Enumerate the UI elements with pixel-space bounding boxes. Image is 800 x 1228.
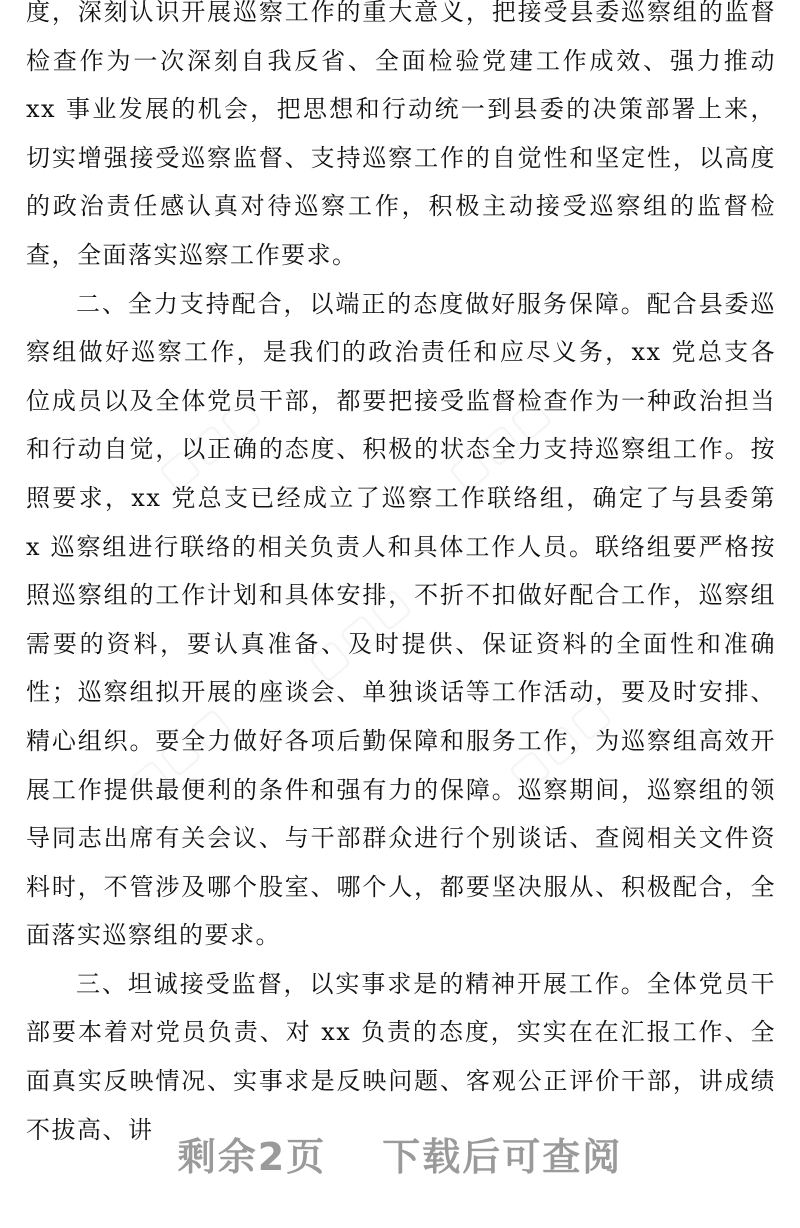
watermark-logo: ▢▢▢ <box>299 577 421 689</box>
paragraph-section-two: 二、全力支持配合，以端正的态度做好服务保障。配合县委巡察组做好巡察工作，是我们的政治责任和应尽义务，xx 党总支各位成员以及全体党员干部，都要把接受监督检查作为一种政治担当和行动自觉，以正确的态度、积极的状态全力支持巡察组工作。按照要求，xx 党总支已经成立了巡察工作联络组，确定了与县委第 x 巡察组进行联络的相关负责人和具体工作人员。联络组要严格按照巡察组的工作计划和具体安排，不折不扣做好配合工作，巡察组需要的资料，要认真准备、及时提供、保证资料的全面性和准确性；巡察组拟开展的座谈会、单独谈话等工作活动，要及时安排、精心组织。要全力做好各项后勤保障和服务工作，为巡察组高效开展工作提供最便利的条件和强有力的保障。巡察期间，巡察组的领导同志出席有关会议、与干部群众进行个别谈话、查阅相关文件资料时，不管涉及哪个股室、哪个人，都要坚决服从、积极配合，全面落实巡察组的要求。 <box>26 289 776 950</box>
remaining-pages-label: 剩余2页 <box>177 1134 327 1179</box>
download-hint-label: 下载后可查阅 <box>382 1134 623 1179</box>
paragraph-continuation: 度，深刻认识开展巡察工作的重大意义，把接受县委巡察组的监督检查作为一次深刻自我反省、全面检验党建工作成效、强力推动 xx 事业发展的机会，把思想和行动统一到县委的决策部署上来，切实增强接受巡察监督、支持巡察工作的自觉性和坚定性，以高度的政治责任感认真对待巡察工作，积极主动接受巡察组的监督检查，全面落实巡察工作要求。 <box>26 0 776 269</box>
document-body <box>26 0 776 1154</box>
paragraph-section-three: 三、坦诚接受监督，以实事求是的精神开展工作。全体党员干部要本着对党员负责、对 xx 负责的态度，实实在在汇报工作、全面真实反映情况、实事求是反映问题、客观公正评价干部，讲成绩不拔高、讲 <box>26 969 776 1144</box>
watermark-logo: ▢▢▢ <box>149 387 271 499</box>
watermark-logo: ▢▢▢ <box>119 697 241 809</box>
download-prompt-banner[interactable] <box>0 1123 800 1183</box>
watermark-logo: ▢▢▢ <box>499 687 621 799</box>
watermark-logo: ▢▢▢ <box>439 387 561 499</box>
